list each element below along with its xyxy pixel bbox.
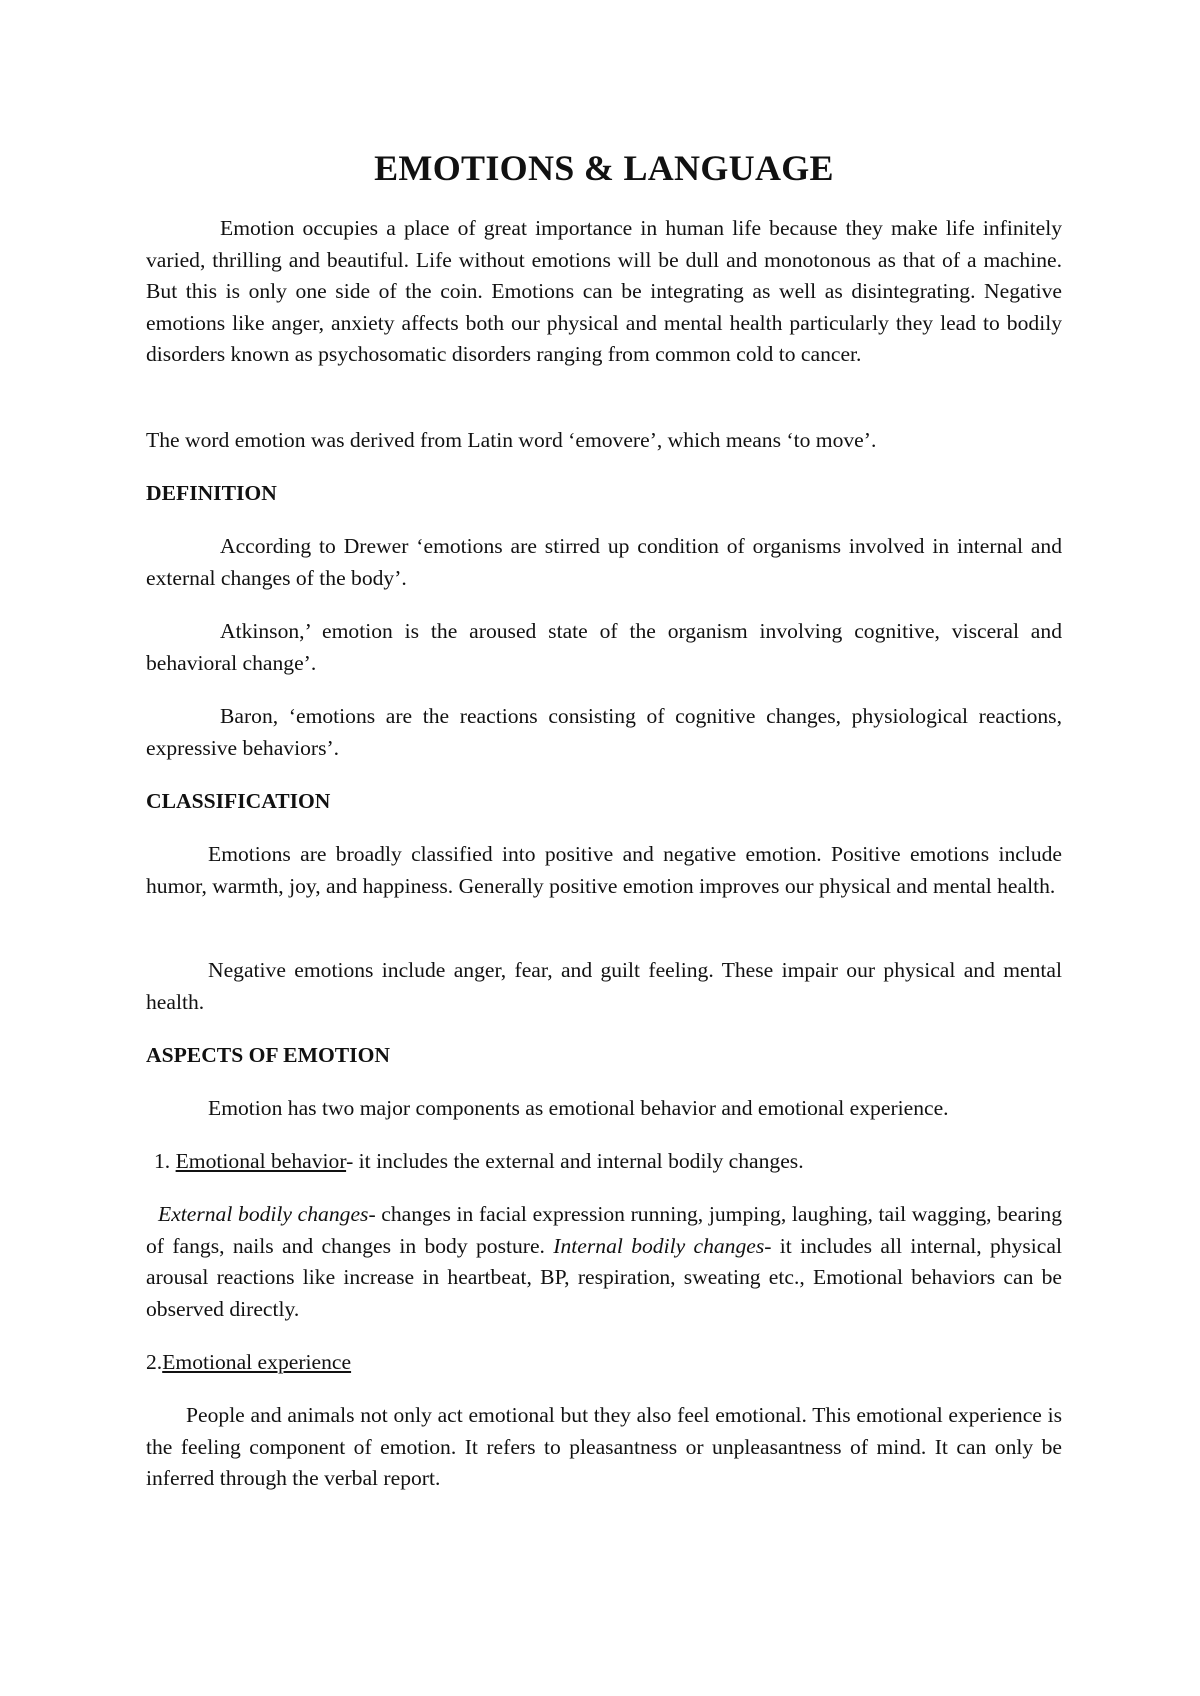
aspect-item-2-number: 2. xyxy=(146,1350,163,1374)
emotional-experience-paragraph: People and animals not only act emotional but they also feel emotional. This emotional experience is the feeling component of emotion. It refers to pleasantness or unpleasantness of mind. It can only be inferred through the verbal report. xyxy=(146,1403,1062,1490)
external-changes-text: - changes in facial expression running, jumping, laughing, tail wagging, bearing of fangs, nails and changes in body posture. xyxy=(146,1202,1062,1258)
aspect-item-2 xyxy=(146,1347,1062,1379)
definition-baron: Baron, ‘emotions are the reactions consisting of cognitive changes, physiological reactions, expressive behaviors’. xyxy=(146,704,1062,760)
definition-heading: DEFINITION xyxy=(146,481,277,505)
aspect-item-1-number: 1. xyxy=(154,1149,171,1173)
aspects-heading: ASPECTS OF EMOTION xyxy=(146,1043,390,1067)
external-changes-label: External bodily changes xyxy=(158,1202,369,1226)
internal-changes-label: Internal bodily changes xyxy=(553,1233,765,1258)
internal-changes-text: - it includes all internal, physical arousal reactions like increase in heartbeat, BP, respiration, sweating etc., Emotional behaviors can be observed directly. xyxy=(146,1233,1062,1321)
aspects-intro: Emotion has two major components as emotional behavior and emotional experience. xyxy=(208,1096,949,1120)
classification-negative: Negative emotions include anger, fear, and guilt feeling. These impair our physical and mental health. xyxy=(146,958,1062,1014)
aspect-item-1-title: Emotional behavior xyxy=(175,1149,347,1173)
etymology-paragraph: The word emotion was derived from Latin word ‘emovere’, which means ‘to move’. xyxy=(146,428,877,452)
aspect-item-2-title: Emotional experience xyxy=(162,1350,352,1374)
classification-positive: Emotions are broadly classified into positive and negative emotion. Positive emotions include humor, warmth, joy, and happiness. Generally positive emotion improves our physical and mental health. xyxy=(146,842,1062,898)
definition-drewer: According to Drewer ‘emotions are stirred up condition of organisms involved in internal and external changes of the body’. xyxy=(146,534,1062,590)
classification-heading: CLASSIFICATION xyxy=(146,789,331,813)
intro-paragraph: Emotion occupies a place of great importance in human life because they make life infinitely varied, thrilling and beautiful. Life without emotions will be dull and monotonous as that of a machine. But this is only one side of the coin. Emotions can be integrating as well as disintegrating. Negative emotions like anger, anxiety affects both our physical and mental health particularly they lead to bodily disorders known as psychosomatic disorders ranging from common cold to cancer. xyxy=(146,216,1062,366)
aspect-item-1 xyxy=(146,1146,1062,1178)
aspect-item-1-text: - it includes the external and internal bodily changes. xyxy=(346,1149,804,1173)
bodily-changes-paragraph xyxy=(146,1199,1062,1325)
page-title: EMOTIONS & LANGUAGE xyxy=(374,148,834,188)
definition-atkinson: Atkinson,’ emotion is the aroused state of the organism involving cognitive, visceral and behavioral change’. xyxy=(146,619,1062,675)
